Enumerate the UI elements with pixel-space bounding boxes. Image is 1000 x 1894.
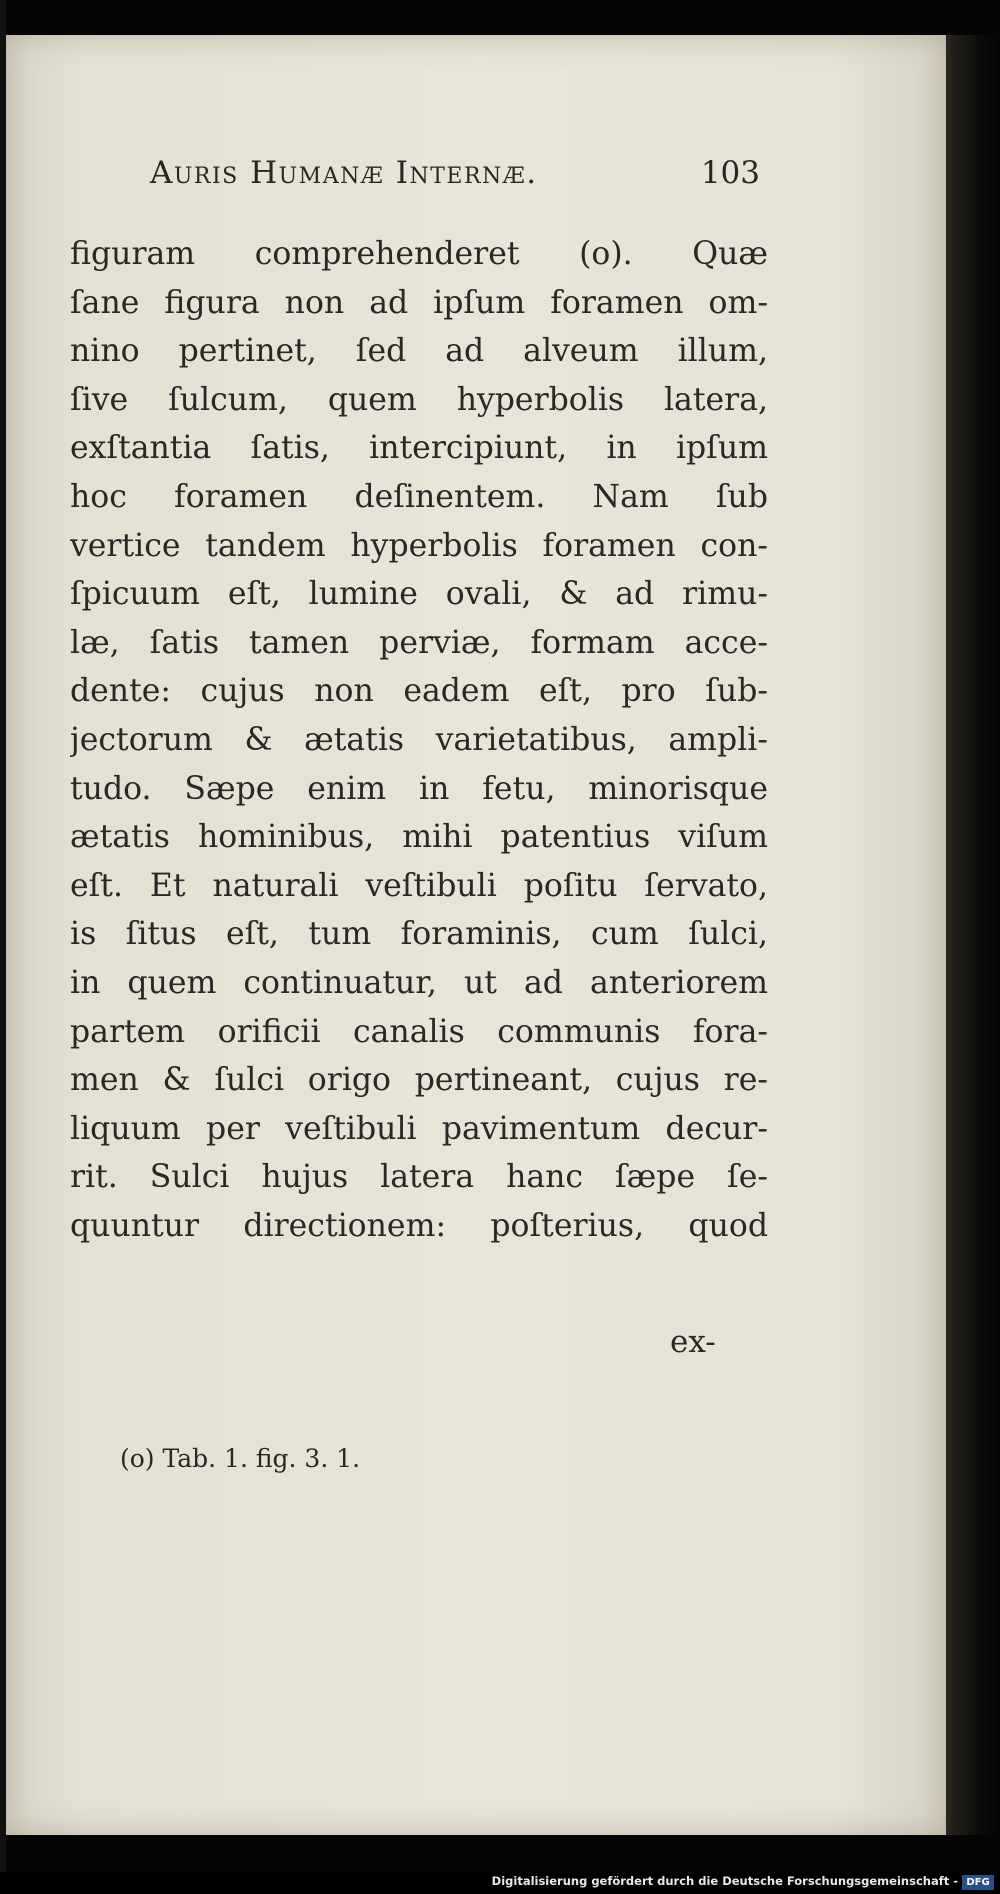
text-line: rit. Sulci hujus latera hanc ſæpe ſe- <box>70 1159 768 1196</box>
running-head: Auris Humanæ Internæ. <box>150 155 538 191</box>
page-number: 103 <box>700 155 760 191</box>
text-line: læ, ſatis tamen perviæ, formam acce- <box>70 624 768 661</box>
text-line: eſt. Et naturali veſtibuli poſitu ſervato, <box>70 867 768 904</box>
catchword: ex- <box>670 1324 716 1360</box>
text-line: ſive ſulcum, quem hyperbolis latera, <box>70 381 768 418</box>
text-line: vertice tandem hyperbolis foramen con- <box>70 527 768 564</box>
text-line: is ſitus eſt, tum foraminis, cum ſulci, <box>70 916 768 953</box>
text-line: hoc foramen deſinentem. Nam ſub <box>70 478 768 515</box>
body-text <box>70 230 768 1250</box>
text-line: figuram comprehenderet (o). Quæ <box>70 236 768 272</box>
digitization-credit: Digitalisierung gefördert durch die Deutsche Forschungsgemeinschaft - <box>491 1874 958 1888</box>
text-line: liquum per veſtibuli pavimentum decur- <box>70 1110 768 1147</box>
dfg-logo-icon: DFG <box>962 1875 994 1890</box>
text-line: ætatis hominibus, mihi patentius viſum <box>70 819 768 856</box>
text-line: men & ſulci origo pertineant, cujus re- <box>70 1062 768 1099</box>
text-line: tudo. Sæpe enim in fetu, minorisque <box>70 770 768 807</box>
text-line: ſane figura non ad ipſum foramen om- <box>70 284 768 321</box>
text-line: in quem continuatur, ut ad anteriorem <box>70 964 768 1001</box>
text-line: exſtantia ſatis, intercipiunt, in ipſum <box>70 430 768 467</box>
text-line: dente: cujus non eadem eſt, pro ſub- <box>70 673 768 710</box>
text-line: nino pertinet, ſed ad alveum illum, <box>70 333 768 370</box>
text-line: jectorum & ætatis varietatibus, ampli- <box>70 721 768 758</box>
footnote: (o) Tab. 1. fig. 3. 1. <box>120 1444 361 1473</box>
text-line: ſpicuum eſt, lumine ovali, & ad rimu- <box>70 576 768 613</box>
page-edge-shadow <box>946 35 1000 1835</box>
text-line: partem orificii canalis communis fora- <box>70 1013 768 1050</box>
text-line: quuntur directionem: poſterius, quod <box>70 1207 768 1244</box>
page-header <box>150 155 760 205</box>
